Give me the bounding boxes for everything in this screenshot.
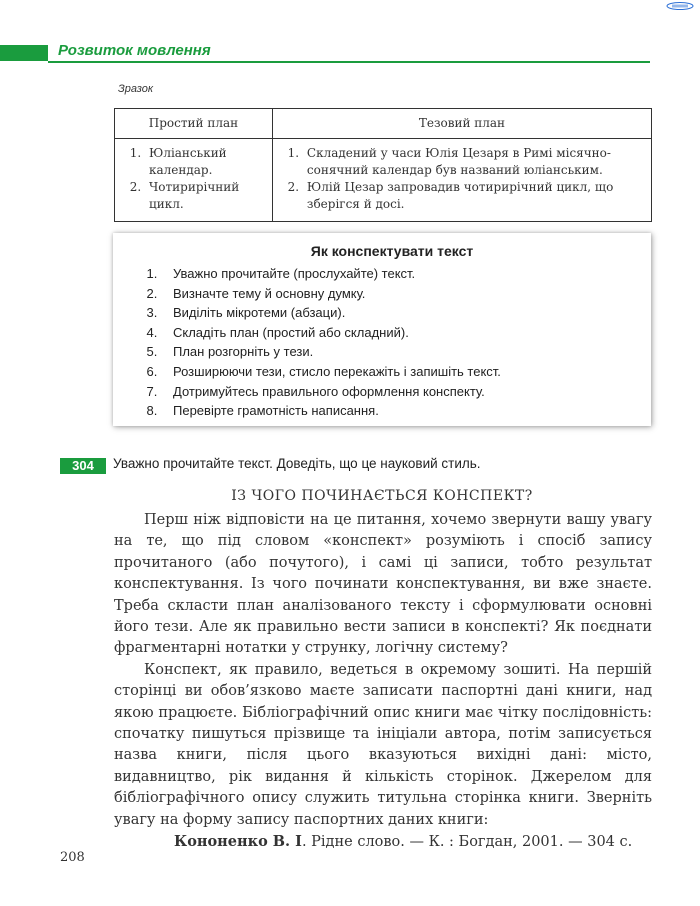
howto-item: 5. План розгорніть у тези. [161,342,651,362]
section-title: Розвиток мовлення [58,42,211,59]
howto-item: 4. Складіть план (простий або складний). [161,323,651,343]
text-title: ІЗ ЧОГО ПОЧИНАЄТЬСЯ КОНСПЕКТ? [231,488,533,504]
bibliographic-citation [114,831,652,853]
header-accent-bar [0,45,48,61]
howto-list [113,264,651,421]
plans-table [114,108,652,222]
citation-details: . Рідне слово. — К. : Богдан, 2001. — 304 с. [301,834,633,851]
sample-label: Зразок [118,83,154,95]
thesis-plan-item: 1. Складений у часи Юлія Цезаря в Римі місячно-сонячний календар був названий юліанським. [303,145,643,179]
column-header-thesis-plan: Тезовий план [272,109,651,139]
simple-plan-cell [115,139,273,222]
body-text [114,510,652,854]
howto-item: 2. Визначте тему й основну думку. [161,284,651,304]
page-number: 208 [60,850,85,865]
column-header-simple-plan: Простий план [115,109,273,139]
citation-author: Кононенко В. І [174,833,302,851]
paragraph: Конспект, як правило, ведеться в окремому зошиті. На першій сторінці ви обов’язково маєте записати паспортні дані книги, над якою працюєте. Бібліографічний опис книги має чітку послідовність: спочатку пишуться прізвище та ініціали автора, потім записується назва книги, після цього вказуються вихідні дані: місто, видавництво, рік видання й кількість сторінок. Джерелом для бібліографічного опису служить титульна сторінка книги. Зверніть увагу на форму запису паспортних даних книги: [114,661,652,828]
howto-item: 6. Розширюючи тези, стисло перекажіть і запишіть текст. [161,362,651,382]
howto-box [113,233,651,426]
howto-item: 1. Уважно прочитайте (прослухайте) текст. [161,264,651,284]
exercise-task: Уважно прочитайте текст. Доведіть, що це науковий стиль. [113,456,481,471]
simple-plan-item: 1. Юліанський календар. [145,145,264,179]
publisher-logo-icon [666,2,694,10]
howto-item: 8. Перевірте грамотність написання. [161,401,651,421]
howto-item: 7. Дотримуйтесь правильного оформлення конспекту. [161,382,651,402]
howto-title: Як конспектувати текст [310,243,474,259]
simple-plan-item: 2. Чотирирічний цикл. [145,179,264,213]
paragraph: Перш ніж відповісти на це питання, хочемо звернути вашу увагу на те, що під словом «конспект» розуміють і спосіб запису прочитаного (або почутого), і самі ці записи, тобто результат конспектування. Із чого починати конспектування, ви вже знаєте. Треба скласти план аналізованого тексту і сформулювати основні його тези. Але як правильно вести записи в конспекті? Як поєднати фрагментарні нотатки у струнку, логічну систему? [114,512,652,657]
thesis-plan-item: 2. Юлій Цезар запровадив чотирирічний цикл, що зберігся й досі. [303,179,643,213]
howto-item: 3. Виділіть мікротеми (абзаци). [161,303,651,323]
header-divider [48,61,650,63]
exercise-number-badge: 304 [60,458,106,474]
thesis-plan-cell [272,139,651,222]
